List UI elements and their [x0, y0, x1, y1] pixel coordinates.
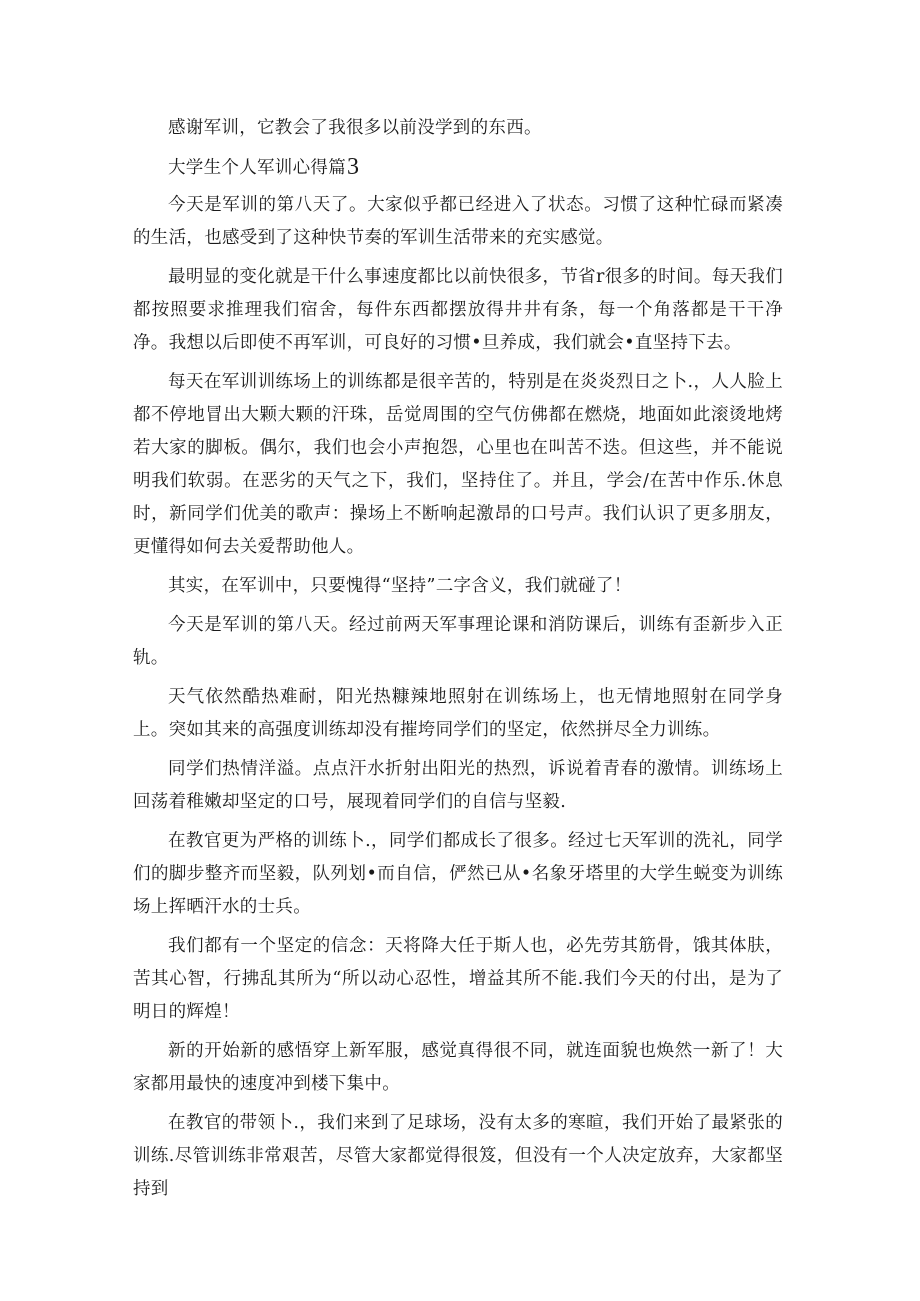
document-body [133, 112, 783, 1212]
paragraph-8: 在教官更为严格的训练卜.，同学们都成长了很多。经过七天军训的洗礼，同学们的脚步整齐而坚毅，队列划•而自信，俨然已从•名象牙塔里的大学生蜕变为训练场上挥晒汗水的士兵。 [133, 831, 783, 917]
paragraph-3: 每天在军训训练场上的训练都是很辛苦的，特别是在炎炎烈日之卜.，人人脸上都不停地冒出大颗大颗的汗珠，岳觉周围的空气仿佛都在燃烧，地面如此滚烫地烤若大家的脚板。偶尔，我们也会小声抱怨，心里也在叫苦不迭。但这些，并不能说明我们软弱。在恶劣的天气之下，我们，坚持住了。并且，学会/在苦中作乐.休息时，新同学们优美的歌声：操场上不断响起激昂的口号声。我们认识了更多朋友，更懂得如何去关爱帮助他人。 [133, 372, 783, 557]
paragraph-6: 天气依然酷热难耐，阳光热糠辣地照射在训练场上，也无情地照射在同学身上。突如其来的高强度训练却没有摧垮同学们的坚定，依然拼尽全力训练。 [133, 687, 783, 740]
paragraph-5: 今天是军训的第八天。经过前两天军事理论课和消防课后，训练有歪新步入正轨。 [133, 615, 783, 668]
section-heading [133, 151, 783, 185]
paragraph-10: 新的开始新的感悟穿上新军服，感觉真得很不同，就连面貌也焕然一新了！大家都用最快的速度冲到楼下集中。 [133, 1041, 783, 1094]
paragraph-9: 我们都有一个坚定的信念：天将降大任于斯人也，必先劳其筋骨，饿其体肤，苦其心智，行拂乱其所为“所以动心忍性，增益其所不能.我们今天的付出，是为了明日的辉煌！ [133, 936, 783, 1022]
paragraph-2: 最明显的变化就是干什么事速度都比以前快很多，节省r很多的时间。每天我们都按照要求推理我们宿舍，每件东西都摆放得井井有条，每一个角落都是干干净净。我想以后即使不再军训，可良好的习惯•旦养成，我们就会•直坚持下去。 [133, 267, 783, 353]
paragraph-1: 今天是军训的第八天了。大家似乎都已经进入了状态。习惯了这种忙碌而紧凑的生活，也感受到了这种快节奏的军训生活带来的充实感觉。 [133, 195, 783, 248]
section-heading-text: 大学生个人军训心得篇 [168, 158, 346, 178]
section-heading-number: 3 [347, 154, 360, 180]
paragraph-4: 其实，在军训中，只要愧得“坚持”二字含义，我们就碰了！ [168, 576, 632, 596]
intro-paragraph: 感谢军训，它教会了我很多以前没学到的东西。 [168, 118, 542, 138]
paragraph-7: 同学们热情洋溢。点点汗水折射出阳光的热烈，诉说着青春的激情。训练场上回荡着稚嫩却坚定的口号，展现着同学们的自信与坚毅. [133, 759, 783, 812]
paragraph-11: 在教官的带领卜.，我们来到了足球场，没有太多的寒暄，我们开始了最紧张的训练.尽管训练非常艰苦，尽管大家都觉得很笈，但没有一个人决定放弃，大家都坚持到 [133, 1113, 783, 1199]
